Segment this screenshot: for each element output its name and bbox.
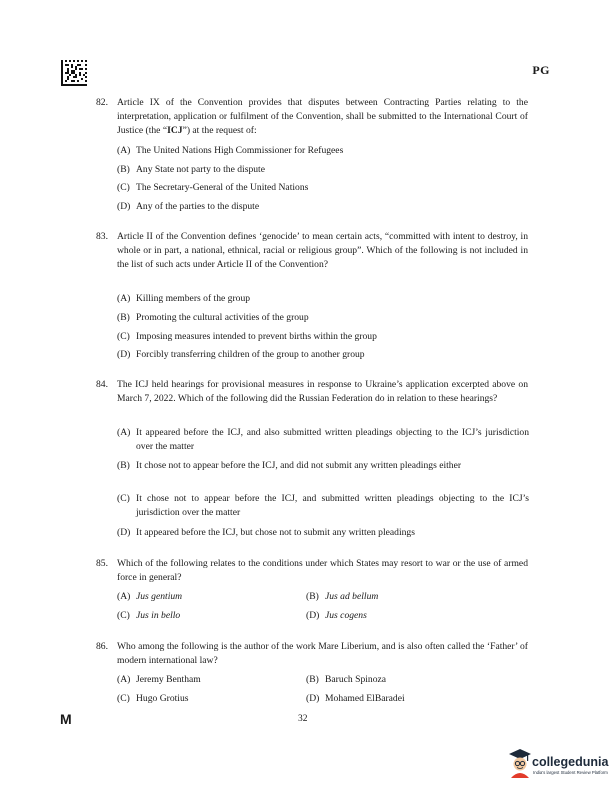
option-a[interactable]: (A) Jeremy Bentham <box>117 674 201 685</box>
question-stem: 82. Article IX of the Convention provides that disputes between Contracting Parties relating to the interpretation, application or fulfilment of the Convention, shall be submitted to the International Court of Justice (the “ICJ”) at the request of: <box>96 97 528 137</box>
paper-code: PG <box>532 63 550 77</box>
option-d[interactable]: (D) Any of the parties to the dispute <box>117 201 260 212</box>
option-b[interactable]: (B) Promoting the cultural activities of the group <box>117 312 309 323</box>
set-mark: M <box>60 711 72 727</box>
option-b[interactable]: (B) Baruch Spinoza <box>306 674 387 685</box>
option-c[interactable]: (C) The Secretary-General of the United Nations <box>117 182 309 193</box>
brand-name: collegedunia <box>532 755 609 769</box>
qr-code-icon <box>61 60 87 86</box>
option-c[interactable]: (C) Imposing measures intended to prevent births within the group <box>117 331 377 342</box>
question-stem: 86. Who among the following is the author of the work Mare Liberium, and is also often called the ‘Father’ of modern international law? <box>96 641 528 667</box>
option-b[interactable]: (B) It chose not to appear before the ICJ, and did not submit any written pleadings either <box>117 460 462 471</box>
collegedunia-brand[interactable] <box>508 748 608 784</box>
option-c[interactable]: (C) Hugo Grotius <box>117 693 189 704</box>
option-d[interactable]: (D) Forcibly transferring children of the group to another group <box>117 349 365 360</box>
option-a[interactable]: (A) Jus gentium <box>117 591 183 602</box>
question-number: 82. <box>96 97 108 108</box>
option-d[interactable]: (D) It appeared before the ICJ, but chose not to submit any written pleadings <box>117 527 415 538</box>
question-number: 84. <box>96 379 108 390</box>
option-d[interactable]: (D) Mohamed ElBaradei <box>306 693 405 704</box>
graduate-logo-icon <box>508 748 532 778</box>
question-stem: 84. The ICJ held hearings for provisional measures in response to Ukraine’s application excerpted above on March 7, 2022. Which of the following did the Russian Federation do in relation to these hearings? <box>96 379 528 405</box>
option-c[interactable]: (C) Jus in bello <box>117 610 181 621</box>
option-b[interactable]: (B) Any State not party to the dispute <box>117 164 265 175</box>
question-stem: 85. Which of the following relates to the conditions under which States may resort to war or the use of armed force in general? <box>96 558 528 584</box>
question-number: 85. <box>96 558 108 569</box>
question-number: 86. <box>96 641 108 652</box>
brand-tagline: India's largest Student Review Platform <box>533 770 608 775</box>
question-stem: 83. Article II of the Convention defines ‘genocide’ to mean certain acts, “committed with intent to destroy, in whole or in part, a national, ethnical, racial or religious group”. Which of the following is not included in the list of such acts under Article II of the Convention? <box>96 231 528 271</box>
option-a[interactable]: (A) Killing members of the group <box>117 293 251 304</box>
page-number: 32 <box>298 714 308 724</box>
option-c[interactable]: (C) It chose not to appear before the ICJ, and submitted written pleadings objecting to the ICJ’s jurisdiction over the matter <box>117 493 529 519</box>
option-b[interactable]: (B) Jus ad bellum <box>306 591 379 602</box>
question-number: 83. <box>96 231 108 242</box>
option-a[interactable]: (A) It appeared before the ICJ, and also submitted written pleadings objecting to the ICJ’s jurisdiction over the matter <box>117 427 529 453</box>
option-a[interactable]: (A) The United Nations High Commissioner for Refugees <box>117 145 344 156</box>
option-d[interactable]: (D) Jus cogens <box>306 610 367 621</box>
